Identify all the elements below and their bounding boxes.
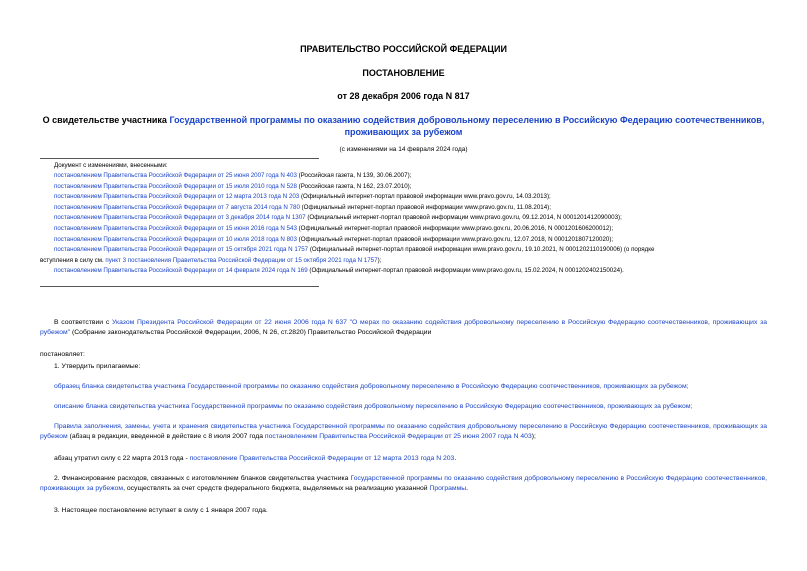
change-details: (Официальный интернет-портал правовой информации www.pravo.gov.ru, 19.10.2021, N 0001202110190006) (о порядке <box>308 246 655 254</box>
rules-amendment-link[interactable]: постановлением Правительства Российской Федерации от 25 июня 2007 года N 403 <box>264 432 532 440</box>
edition-note: (с изменениями на 14 февраля 2024 года) <box>339 146 468 153</box>
title-program-link[interactable]: Государственной программы по оказанию содействия добровольному переселению в Российскую Федерацию соотечественников, проживающих за рубежом <box>169 115 765 137</box>
program-short-link[interactable]: Программы <box>429 484 467 492</box>
change-link[interactable]: постановлением Правительства Российской Федерации от 15 июня 2016 года N 543 <box>54 225 297 232</box>
sample-item <box>54 382 689 392</box>
financing-paragraph <box>40 474 767 493</box>
document-type: ПОСТАНОВЛЕНИЕ <box>362 68 445 78</box>
intro-text-end: (Собрание законодательства Российской Федерации, 2006, N 26, ст.2820) Правительство Российской Федерации <box>70 328 432 336</box>
decree-link[interactable]: Указом Президента Российской Федерации от 22 июня 2006 года N 637 "О мерах по оказанию содействия добровольному переселению в Российскую Федерацию соотечественников, проживающих за рубежом" <box>40 319 767 336</box>
change-details: (Официальный интернет-портал правовой информации www.pravo.gov.ru, 15.02.2024, N 0001202402150024). <box>307 267 624 275</box>
changes-heading: Документ с изменениями, внесенными: <box>54 162 168 169</box>
change-details: (Официальный интернет-портал правовой информации www.pravo.gov.ru, 14.03.2013); <box>299 193 551 201</box>
continuation-end: ); <box>377 256 382 264</box>
change-details: (Российская газета, N 139, 30.06.2007); <box>296 172 412 179</box>
description-item <box>54 402 692 412</box>
expired-end: . <box>454 455 457 462</box>
government-heading: ПРАВИТЕЛЬСТВО РОССИЙСКОЙ ФЕДЕРАЦИИ <box>300 44 507 54</box>
rules-link[interactable]: Правила заполнения, замены, учета и хранения свидетельства участника Государственной программы по оказанию содействия добровольному переселению в Российскую Федерацию соотечественников, проживающих за рубежом <box>40 423 767 440</box>
title-prefix: О свидетельстве участника <box>42 115 170 125</box>
change-item <box>54 213 622 224</box>
bottom-divider <box>40 286 319 287</box>
change-details: (Официальный интернет-портал правовой информации www.pravo.gov.ru, 11.08.2014); <box>299 203 551 211</box>
change-item <box>54 266 624 277</box>
change-item <box>54 224 613 235</box>
change-link[interactable]: постановлением Правительства Российской Федерации от 3 декабря 2014 года N 1307 <box>54 214 306 222</box>
document-title <box>40 114 767 138</box>
financing-end: . <box>466 484 469 492</box>
intro-paragraph <box>40 318 767 337</box>
change-item <box>54 245 654 256</box>
financing-text: 2. Финансирование расходов, связанных с изготовлением бланков свидетельства участника <box>54 475 351 482</box>
change-link[interactable]: постановлением Правительства Российской Федерации от 25 июня 2007 года N 403 <box>54 172 297 179</box>
change-continuation <box>40 256 381 267</box>
rules-text: (абзац в редакции, введенной в действие с 8 июля 2007 года <box>67 432 265 440</box>
expired-text: абзац утратил силу с 22 марта 2013 года - <box>54 455 190 462</box>
change-link[interactable]: постановлением Правительства Российской Федерации от 15 октября 2021 года N 1757 <box>54 246 309 254</box>
expired-link[interactable]: постановление Правительства Российской Федерации от 12 марта 2013 года N 203 <box>189 455 455 462</box>
change-details: (Официальный интернет-портал правовой информации www.pravo.gov.ru, 09.12.2014, N 0001201412090003); <box>305 214 622 222</box>
effective-date-paragraph: 3. Настоящее постановление вступает в силу с 1 января 2007 года. <box>54 507 268 514</box>
rules-item <box>40 422 767 441</box>
intro-text: В соответствии с <box>54 319 112 326</box>
expired-paragraph <box>54 454 456 464</box>
program-link[interactable]: Государственной программы по оказанию содействия добровольному переселению в Российскую Федерацию соотечественников, проживающих за рубежом <box>40 475 767 492</box>
change-link[interactable]: постановлением Правительства Российской Федерации от 14 февраля 2024 года N 169 <box>54 267 308 275</box>
financing-text-mid: , осуществлять за счет средств федерального бюджета, выделяемых на реализацию указанной <box>123 484 430 492</box>
change-item <box>54 203 551 214</box>
change-link[interactable]: постановлением Правительства Российской Федерации от 10 июля 2018 года N 803 <box>54 235 297 243</box>
change-item <box>54 171 411 182</box>
decree-word: постановляет: <box>40 351 85 358</box>
continuation-link[interactable]: пункт 3 постановления Правительства Российской Федерации от 15 октября 2021 года N 1757 <box>105 256 378 264</box>
top-divider <box>40 158 319 159</box>
change-details: (Российская газета, N 162, 23.07.2010); <box>296 182 412 190</box>
change-item <box>54 192 551 203</box>
change-item <box>54 182 411 193</box>
description-link[interactable]: описание бланка свидетельства участника Государственной программы по оказанию содействия добровольному переселению в Российскую Федерацию соотечественников, проживающих за рубежом; <box>54 403 693 410</box>
approve-paragraph: 1. Утвердить прилагаемые: <box>54 363 141 370</box>
change-details: (Официальный интернет-портал правовой информации www.pravo.gov.ru, 20.06.2016, N 0001201606200012); <box>296 225 614 232</box>
change-link[interactable]: постановлением Правительства Российской Федерации от 15 июля 2010 года N 528 <box>54 182 297 190</box>
document-date-number: от 28 декабря 2006 года N 817 <box>337 91 470 101</box>
change-link[interactable]: постановлением Правительства Российской Федерации от 12 марта 2013 года N 203 <box>54 193 300 201</box>
change-link[interactable]: постановлением Правительства Российской Федерации от 7 августа 2014 года N 780 <box>54 203 300 211</box>
change-item <box>54 235 613 246</box>
continuation-text: вступления в силу см. <box>40 256 106 264</box>
sample-link[interactable]: образец бланка свидетельства участника Государственной программы по оказанию содействия добровольному переселению в Российскую Федерацию соотечественников, проживающих за рубежом; <box>54 383 689 390</box>
change-details: (Официальный интернет-портал правовой информации www.pravo.gov.ru, 12.07.2018, N 0001201807120020); <box>296 235 614 243</box>
rules-end: ); <box>531 432 536 440</box>
